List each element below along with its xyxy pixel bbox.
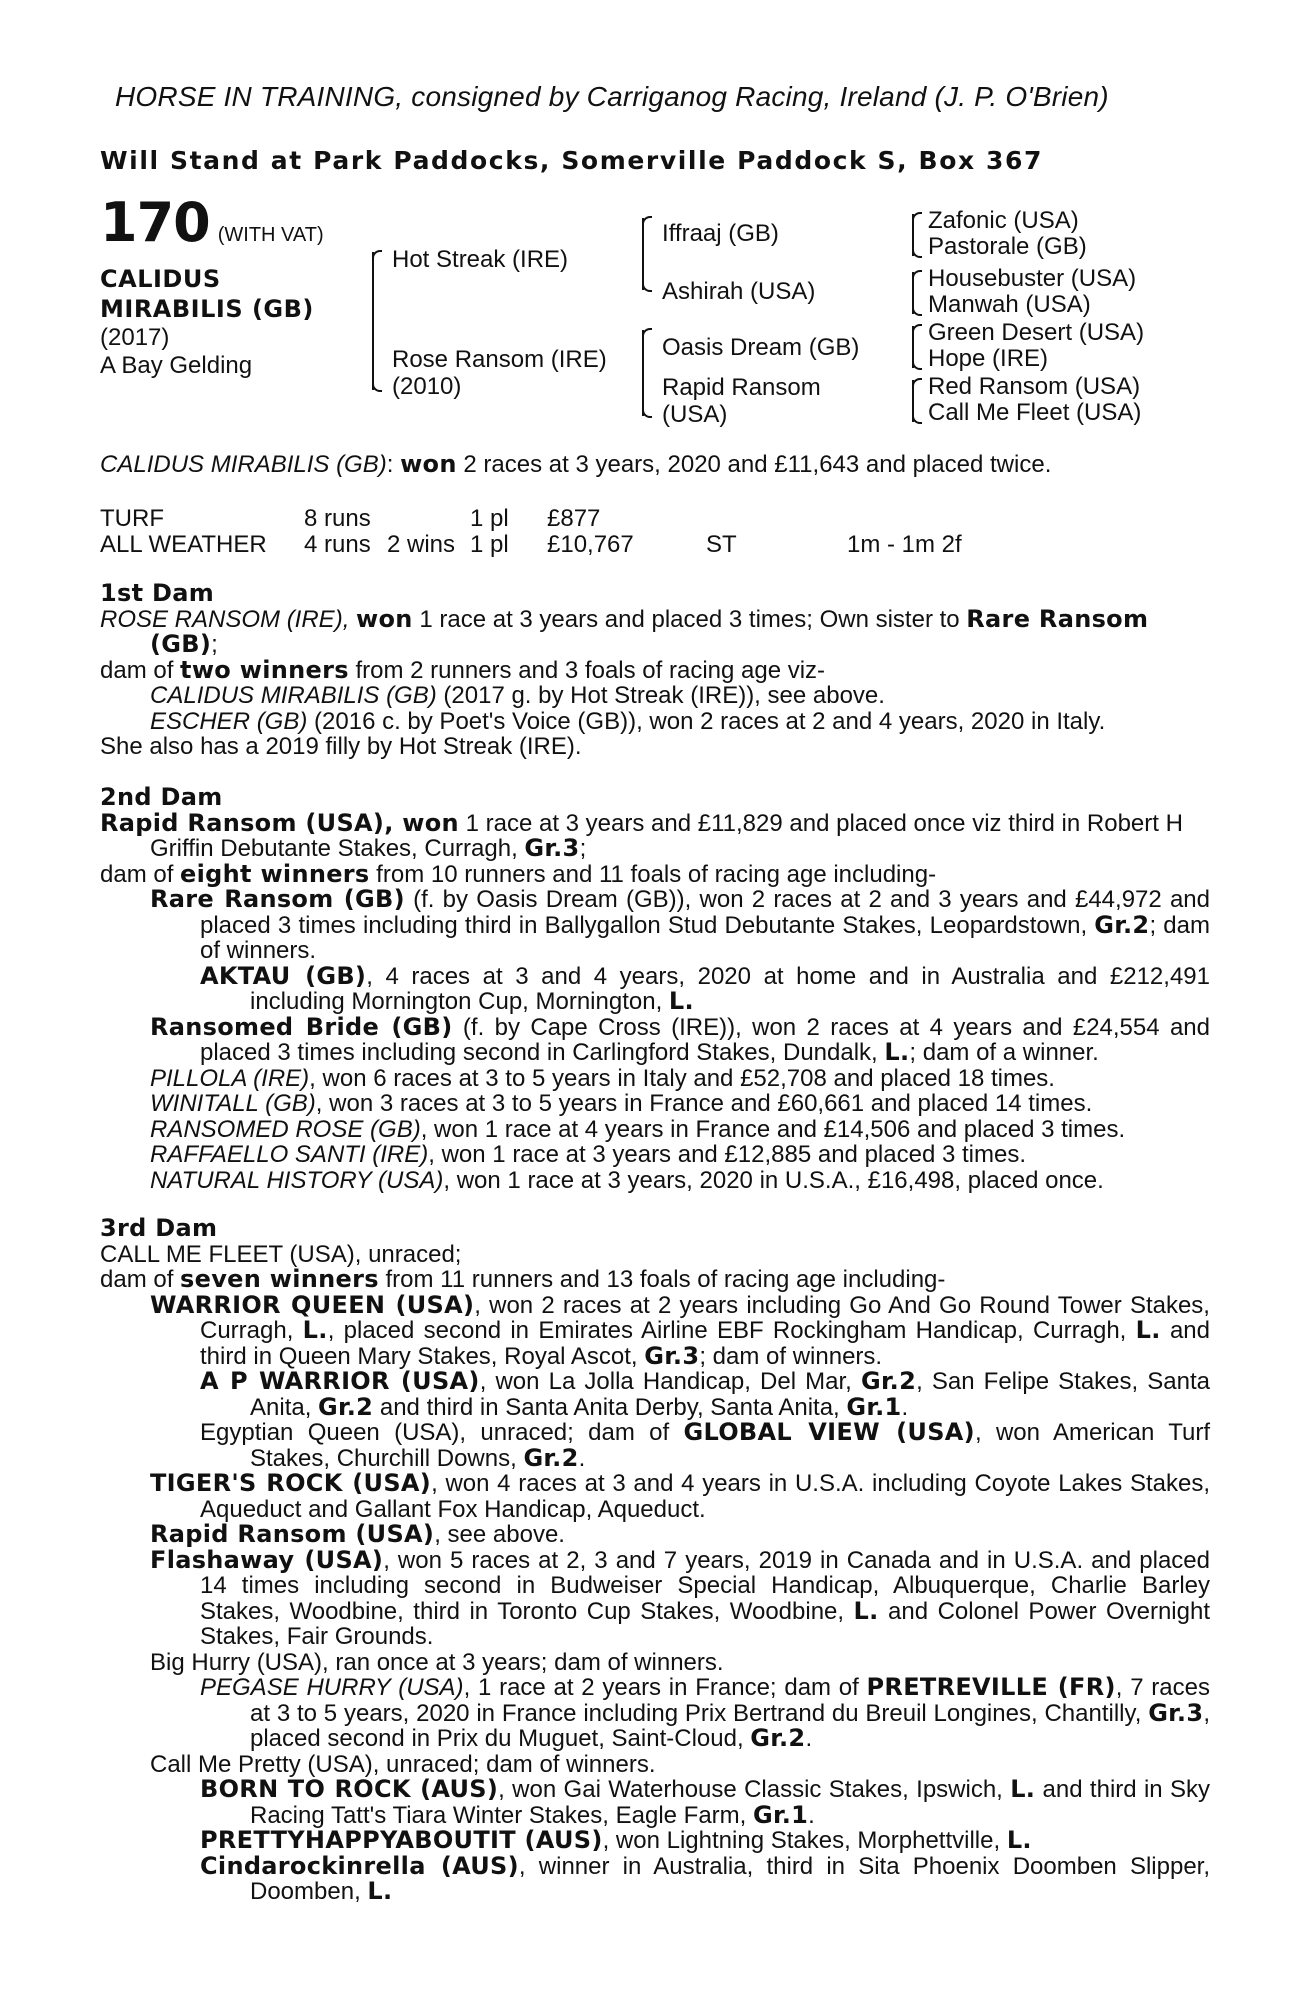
first-dam-foal-2: ESCHER (GB) (2016 c. by Poet's Voice (GB)), won 2 races at 2 and 4 years, 2020 in Italy. bbox=[150, 707, 1106, 735]
stat-aw-wins: 2 wins bbox=[387, 531, 456, 558]
vat-note: (WITH VAT) bbox=[217, 224, 324, 246]
ped-g7: Red Ransom (USA) bbox=[928, 373, 1141, 400]
second-dam-grandfoal-aktau: AKTAU (GB), 4 races at 3 and 4 years, 2020 at home and in Australia and £212,491 including Mornington Cup, Mornington, L. bbox=[200, 961, 1210, 1015]
brace-gen3-4 bbox=[912, 380, 914, 422]
third-dam-grandfoal-ap-warrior: A P WARRIOR (USA), won La Jolla Handicap, Del Mar, Gr.2, San Felipe Stakes, Santa Anita, Gr.2 and third in Santa Anita Derby, Santa Anita, Gr.1. bbox=[200, 1367, 1211, 1421]
third-dam-grandfoal-born-to-rock: BORN TO ROCK (AUS), won Gai Waterhouse Classic Stakes, Ipswich, L. and third in Sky Racing Tatt's Tiara Winter Stakes, Eagle Farm, Gr.1. bbox=[200, 1775, 1210, 1829]
first-dam-note: She also has a 2019 filly by Hot Streak (IRE). bbox=[100, 733, 582, 760]
ped-sire: Hot Streak (IRE) bbox=[392, 246, 569, 273]
third-dam-grandfoal-prettyhappyaboutit: PRETTYHAPPYABOUTIT (AUS), won Lightning Stakes, Morphettville, L. bbox=[200, 1826, 1032, 1854]
first-dam-record: ROSE RANSOM (IRE), won 1 race at 3 years and placed 3 times; Own sister to Rare Ransom (GB); bbox=[100, 604, 1149, 658]
ped-g6: Hope (IRE) bbox=[928, 345, 1049, 372]
stat-turf-pl: 1 pl bbox=[470, 505, 509, 532]
foaling-year: (2017) bbox=[100, 324, 170, 351]
lot-number: 170 bbox=[100, 191, 210, 254]
horse-name-line2: MIRABILIS (GB) bbox=[100, 295, 314, 323]
stat-turf-label: TURF bbox=[100, 505, 164, 532]
third-dam-heading: 3rd Dam bbox=[100, 1214, 218, 1242]
summary-horse-name: CALIDUS MIRABILIS (GB) bbox=[100, 451, 387, 478]
third-dam-produce: dam of seven winners from 11 runners and 13 foals of racing age including- bbox=[100, 1265, 946, 1293]
ped-g4: Manwah (USA) bbox=[928, 291, 1091, 318]
ped-g8: Call Me Fleet (USA) bbox=[928, 399, 1142, 426]
ped-g3: Housebuster (USA) bbox=[928, 265, 1137, 292]
brace-gen3-1 bbox=[912, 214, 914, 256]
section-first-dam bbox=[100, 581, 1210, 760]
stat-aw-runs: 4 runs bbox=[304, 531, 371, 558]
third-dam-grandfoal-egyptian-queen: Egyptian Queen (USA), unraced; dam of GLOBAL VIEW (USA), won American Turf Stakes, Churchill Downs, Gr.2. bbox=[200, 1418, 1210, 1472]
section-second-dam bbox=[100, 785, 1210, 1193]
section-third-dam bbox=[100, 1216, 1210, 1905]
ped-g2: Pastorale (GB) bbox=[928, 233, 1087, 260]
stat-distance: 1m - 1m 2f bbox=[847, 531, 962, 558]
first-dam-foal-1: CALIDUS MIRABILIS (GB) (2017 g. by Hot Streak (IRE)), see above. bbox=[150, 682, 885, 709]
third-dam-record: CALL ME FLEET (USA), unraced; bbox=[100, 1240, 462, 1268]
second-dam-foal-raffaello-santi: RAFFAELLO SANTI (IRE), won 1 race at 3 years and £12,885 and placed 3 times. bbox=[150, 1141, 1026, 1168]
third-dam-grandfoal-pegase-hurry: PEGASE HURRY (USA), 1 race at 2 years in France; dam of PRETREVILLE (FR), 7 races at 3 to 5 years, 2020 in France including Prix Bertrand du Breuil Longines, Chantilly, Gr.3, placed second in Prix du Muguet, Saint-Cloud, Gr.2. bbox=[200, 1673, 1210, 1752]
stat-aw-money: £10,767 bbox=[547, 531, 634, 558]
second-dam-foal-natural-history: NATURAL HISTORY (USA), won 1 race at 3 years, 2020 in U.S.A., £16,498, placed once. bbox=[150, 1166, 1104, 1194]
brace-gen2-dam bbox=[642, 330, 644, 416]
brace-gen1 bbox=[372, 252, 374, 390]
third-dam-grandfoal-cindarockinrella: Cindarockinrella (AUS), winner in Australia, third in Sita Phoenix Doomben Slipper, Doomben, L. bbox=[200, 1851, 1211, 1905]
second-dam-foal-ransomed-bride: Ransomed Bride (GB) (f. by Cape Cross (IRE)), won 2 races at 4 years and £24,554 and placed 3 times including second in Carlingford Stakes, Dundalk, L.; dam of a winner. bbox=[150, 1012, 1211, 1066]
ped-g5: Green Desert (USA) bbox=[928, 319, 1145, 346]
horse-description: A Bay Gelding bbox=[100, 352, 253, 379]
ped-sire-sire: Iffraaj (GB) bbox=[662, 220, 779, 247]
third-dam-foal-big-hurry: Big Hurry (USA), ran once at 3 years; dam of winners. bbox=[150, 1648, 724, 1676]
ped-sire-dam: Ashirah (USA) bbox=[662, 278, 816, 305]
second-dam-foal-pillola: PILLOLA (IRE), won 6 races at 3 to 5 years in Italy and £52,708 and placed 18 times. bbox=[150, 1064, 1055, 1092]
second-dam-record: Rapid Ransom (USA), won 1 race at 3 years and £11,829 and placed once viz third in Robert H Griffin Debutante Stakes, Curragh, Gr.3; bbox=[100, 808, 1183, 862]
brace-gen2-sire bbox=[642, 218, 644, 290]
second-dam-heading: 2nd Dam bbox=[100, 783, 223, 811]
stat-surface: ST bbox=[706, 531, 737, 558]
second-dam-foal-winitall: WINITALL (GB), won 3 races at 3 to 5 years in France and £60,661 and placed 14 times. bbox=[150, 1090, 1093, 1117]
ped-g1: Zafonic (USA) bbox=[928, 207, 1079, 234]
third-dam-foal-flashaway: Flashaway (USA), won 5 races at 2, 3 and 7 years, 2019 in Canada and in U.S.A. and placed 14 times including second in Budweiser Special Handicap, Albuquerque, Charlie Barley Stakes, Woodbine, third in Toronto Cup Stakes, Woodbine, L. and Colonel Power Overnight Stakes, Fair Grounds. bbox=[150, 1545, 1210, 1650]
stat-aw-pl: 1 pl bbox=[470, 531, 509, 558]
lot-number-block bbox=[100, 191, 324, 254]
stat-aw-label: ALL WEATHER bbox=[100, 531, 267, 558]
ped-dam-dam-line2: (USA) bbox=[662, 401, 728, 428]
horse-name-line1: CALIDUS bbox=[100, 265, 221, 293]
brace-gen3-3 bbox=[912, 326, 914, 368]
consignor-title: HORSE IN TRAINING, consigned by Carriganog Racing, Ireland (J. P. O'Brien) bbox=[115, 81, 1109, 112]
second-dam-foal-rare-ransom: Rare Ransom (GB) (f. by Oasis Dream (GB)), won 2 races at 2 and 3 years and £44,972 and placed 3 times including third in Ballygallon Stud Debutante Stakes, Leopardstown, Gr.2; dam of winners. bbox=[150, 885, 1210, 964]
horse-meta bbox=[100, 324, 252, 380]
first-dam-heading: 1st Dam bbox=[100, 579, 215, 607]
race-summary: CALIDUS MIRABILIS (GB): won 2 races at 3 years, 2020 and £11,643 and placed twice. bbox=[100, 450, 1052, 478]
third-dam-foal-call-me-pretty: Call Me Pretty (USA), unraced; dam of winners. bbox=[150, 1750, 656, 1778]
second-dam-foal-ransomed-rose: RANSOMED ROSE (GB), won 1 race at 4 years in France and £14,506 and placed 3 times. bbox=[150, 1115, 1126, 1143]
ped-dam-year: (2010) bbox=[392, 373, 462, 400]
third-dam-foal-warrior-queen: WARRIOR QUEEN (USA), won 2 races at 2 years including Go And Go Round Tower Stakes, Curragh, L., placed second in Emirates Airline EBF Rockingham Handicap, Curragh, L. and third in Queen Mary Stakes, Royal Ascot, Gr.3; dam of winners. bbox=[150, 1290, 1210, 1370]
ped-dam: Rose Ransom (IRE) bbox=[392, 346, 607, 373]
horse-name bbox=[100, 264, 314, 324]
brace-gen3-2 bbox=[912, 272, 914, 314]
second-dam-produce: dam of eight winners from 10 runners and 11 foals of racing age including- bbox=[100, 859, 937, 888]
third-dam-foal-tigers-rock: TIGER'S ROCK (USA), won 4 races at 3 and 4 years in U.S.A. including Coyote Lakes Stakes, Aqueduct and Gallant Fox Handicap, Aqueduct. bbox=[150, 1469, 1210, 1523]
stat-turf-money: £877 bbox=[547, 505, 601, 532]
first-dam-produce: dam of two winners from 2 runners and 3 foals of racing age viz- bbox=[100, 655, 826, 684]
stand-location: Will Stand at Park Paddocks, Somerville Paddock S, Box 367 bbox=[100, 146, 1043, 175]
third-dam-foal-rapid-ransom: Rapid Ransom (USA), see above. bbox=[150, 1520, 565, 1548]
stat-turf-runs: 8 runs bbox=[304, 505, 371, 532]
ped-dam-dam-line1: Rapid Ransom bbox=[662, 374, 821, 401]
ped-dam-sire: Oasis Dream (GB) bbox=[662, 334, 860, 361]
